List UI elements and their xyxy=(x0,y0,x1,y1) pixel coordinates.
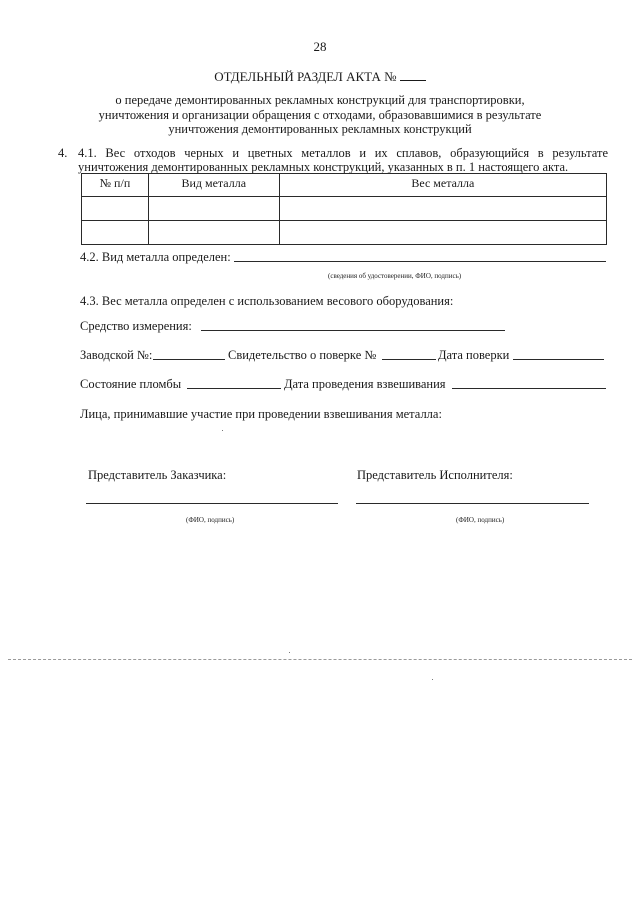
certificate-label: Свидетельство о поверке № xyxy=(228,348,377,362)
table-cell[interactable] xyxy=(279,197,606,221)
section-4-3-text: 4.3. Вес металла определен с использованием весового оборудования: xyxy=(80,294,454,308)
scan-artifact-line xyxy=(8,659,632,660)
metal-type-determined-line[interactable] xyxy=(234,261,606,262)
table-header-row xyxy=(82,174,607,197)
seal-condition-line[interactable] xyxy=(187,388,281,389)
contractor-signature-line[interactable] xyxy=(356,503,589,504)
table-cell[interactable] xyxy=(148,197,279,221)
document-title xyxy=(0,69,640,85)
customer-signature-note: (ФИО, подпись) xyxy=(186,516,235,524)
certificate-number-line[interactable] xyxy=(382,359,436,360)
page-number: 28 xyxy=(313,39,327,54)
table-cell[interactable] xyxy=(82,197,149,221)
measuring-device-label: Средство измерения: xyxy=(80,319,192,333)
participants-label: Лица, принимавшие участие при проведении взвешивания металла: xyxy=(80,407,442,421)
act-number-blank[interactable] xyxy=(400,70,426,81)
customer-signature-line[interactable] xyxy=(86,503,338,504)
document-subtitle: о передаче демонтированных рекламных конструкций для транспортировки, уничтожения и организации обращения с отходами, образовавшимися в результате уничтожения демонтированных рекламных конструкций xyxy=(98,93,542,137)
verification-date-label: Дата поверки xyxy=(438,348,510,362)
contractor-signature-note: (ФИО, подпись) xyxy=(456,516,505,524)
header-cell-metal-weight: Вес металла xyxy=(279,174,606,197)
section-4-1 xyxy=(58,146,608,175)
section-4-1-text: 4.1. Вес отходов черных и цветных металлов и их сплавов, образующийся в результате уничтожения демонтированных рекламных конструкций, указанных в п. 1 настоящего акта. xyxy=(78,146,608,175)
verification-date-line[interactable] xyxy=(513,359,604,360)
scan-speck xyxy=(432,679,433,680)
table-cell[interactable] xyxy=(279,221,606,245)
header-cell-number: № п/п xyxy=(82,174,149,197)
contractor-representative-label: Представитель Исполнителя: xyxy=(357,468,513,482)
table-cell[interactable] xyxy=(82,221,149,245)
measuring-device-line[interactable] xyxy=(201,330,505,331)
metal-weight-table xyxy=(81,173,607,245)
header-cell-metal-type: Вид металла xyxy=(148,174,279,197)
table-row xyxy=(82,221,607,245)
weighing-date-line[interactable] xyxy=(452,388,606,389)
section-4-2-label: 4.2. Вид металла определен: xyxy=(80,250,231,264)
section-number: 4. xyxy=(58,146,68,160)
serial-number-label: Заводской №: xyxy=(80,348,153,362)
scan-speck xyxy=(222,430,223,431)
table-row xyxy=(82,197,607,221)
scan-speck xyxy=(289,652,290,653)
serial-number-line[interactable] xyxy=(153,359,225,360)
document-title-text: ОТДЕЛЬНЫЙ РАЗДЕЛ АКТА № xyxy=(214,69,397,84)
seal-condition-label: Состояние пломбы xyxy=(80,377,182,391)
section-4-2-note: (сведения об удостоверении, ФИО, подпись) xyxy=(328,272,462,280)
table-cell[interactable] xyxy=(148,221,279,245)
customer-representative-label: Представитель Заказчика: xyxy=(88,468,227,482)
weighing-date-label: Дата проведения взвешивания xyxy=(284,377,446,391)
